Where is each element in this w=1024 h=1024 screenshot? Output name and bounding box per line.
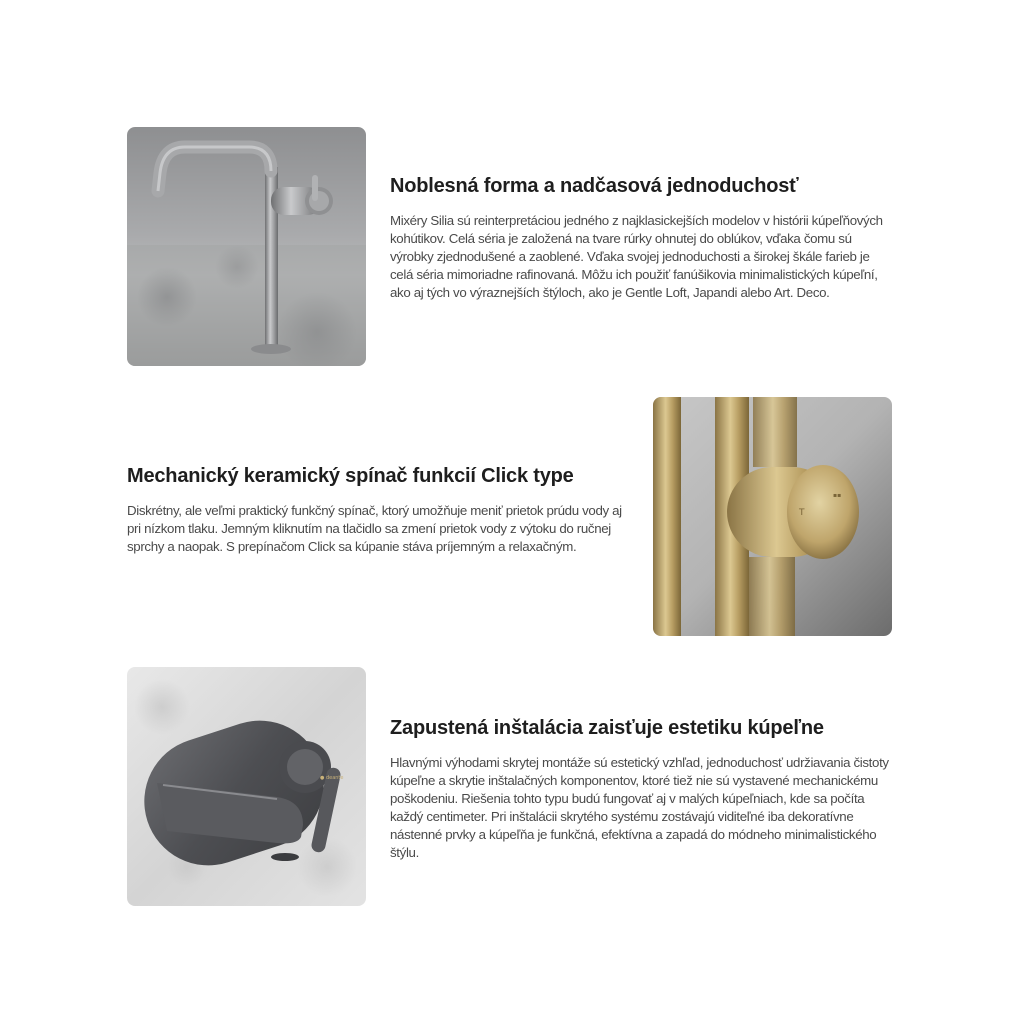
feature-text-2 xyxy=(127,465,632,556)
feature-section-1 xyxy=(127,127,892,367)
svg-text:T: T xyxy=(799,508,805,518)
feature-body-2: Diskrétny, ale veľmi praktický funkčný spínač, ktorý umožňuje meniť prietok prúdu vody aj pri nízkom tlaku. Jemným kliknutím na tlačidlo sa zmení prietok vody z výtoku do ručnej sprchy a naopak. S prepínačom Click sa kúpanie stáva príjemným a relaxačným. xyxy=(127,503,622,554)
feature-section-3 xyxy=(127,667,892,907)
feature-heading-3: Zapustená inštalácia zaisťuje estetiku kúpeľne xyxy=(390,717,824,739)
feature-body-1: Mixéry Silia sú reinterpretáciou jedného z najklasickejších modelov v histórii kúpeľňových kohútikov. Celá séria je založená na tvare rúrky ohnutej do oblúkov, vďaka čomu sú výrobky zjednodušené a zaoblené. Vďaka svojej jednoduchosti a širokej škále farieb je celá séria mimoriadne rafinovaná. Môžu ich použiť fanúšikovia minimalistických kúpeľní, ako aj tých vo výraznejších štýloch, ako je Gentle Loft, Japandi alebo Art. Deco. xyxy=(390,213,883,300)
svg-text:▪▪: ▪▪ xyxy=(833,492,842,499)
feature-text-3 xyxy=(390,717,892,862)
gold-click-switch-photo xyxy=(653,397,892,636)
feature-text-1 xyxy=(390,175,892,302)
feature-body-3: Hlavnými výhodami skrytej montáže sú estetický vzhľad, jednoduchosť udržiavania čistoty kúpeľne a skrytie inštalačných komponentov, ktoré tiež nie sú vystavené mechanickému poškodeniu. Riešenia tohto typu budú fungovať aj v malých kúpeľniach, kde sa počíta každý centimeter. Pri inštalácii skrytého systému zostávajú viditeľné iba dekoratívne nástenné prvky a kúpeľňa je funkčná, efektívna a zapadá do módneho minimalistického štýlu. xyxy=(390,755,889,860)
feature-section-2 xyxy=(127,397,892,637)
steel-faucet-photo xyxy=(127,127,366,366)
graphite-wall-faucet-photo xyxy=(127,667,366,906)
feature-heading-1: Noblesná forma a nadčasová jednoduchosť xyxy=(390,175,799,197)
feature-heading-2: Mechanický keramický spínač funkcií Click type xyxy=(127,465,574,487)
svg-text:● deante: ● deante xyxy=(320,775,344,781)
